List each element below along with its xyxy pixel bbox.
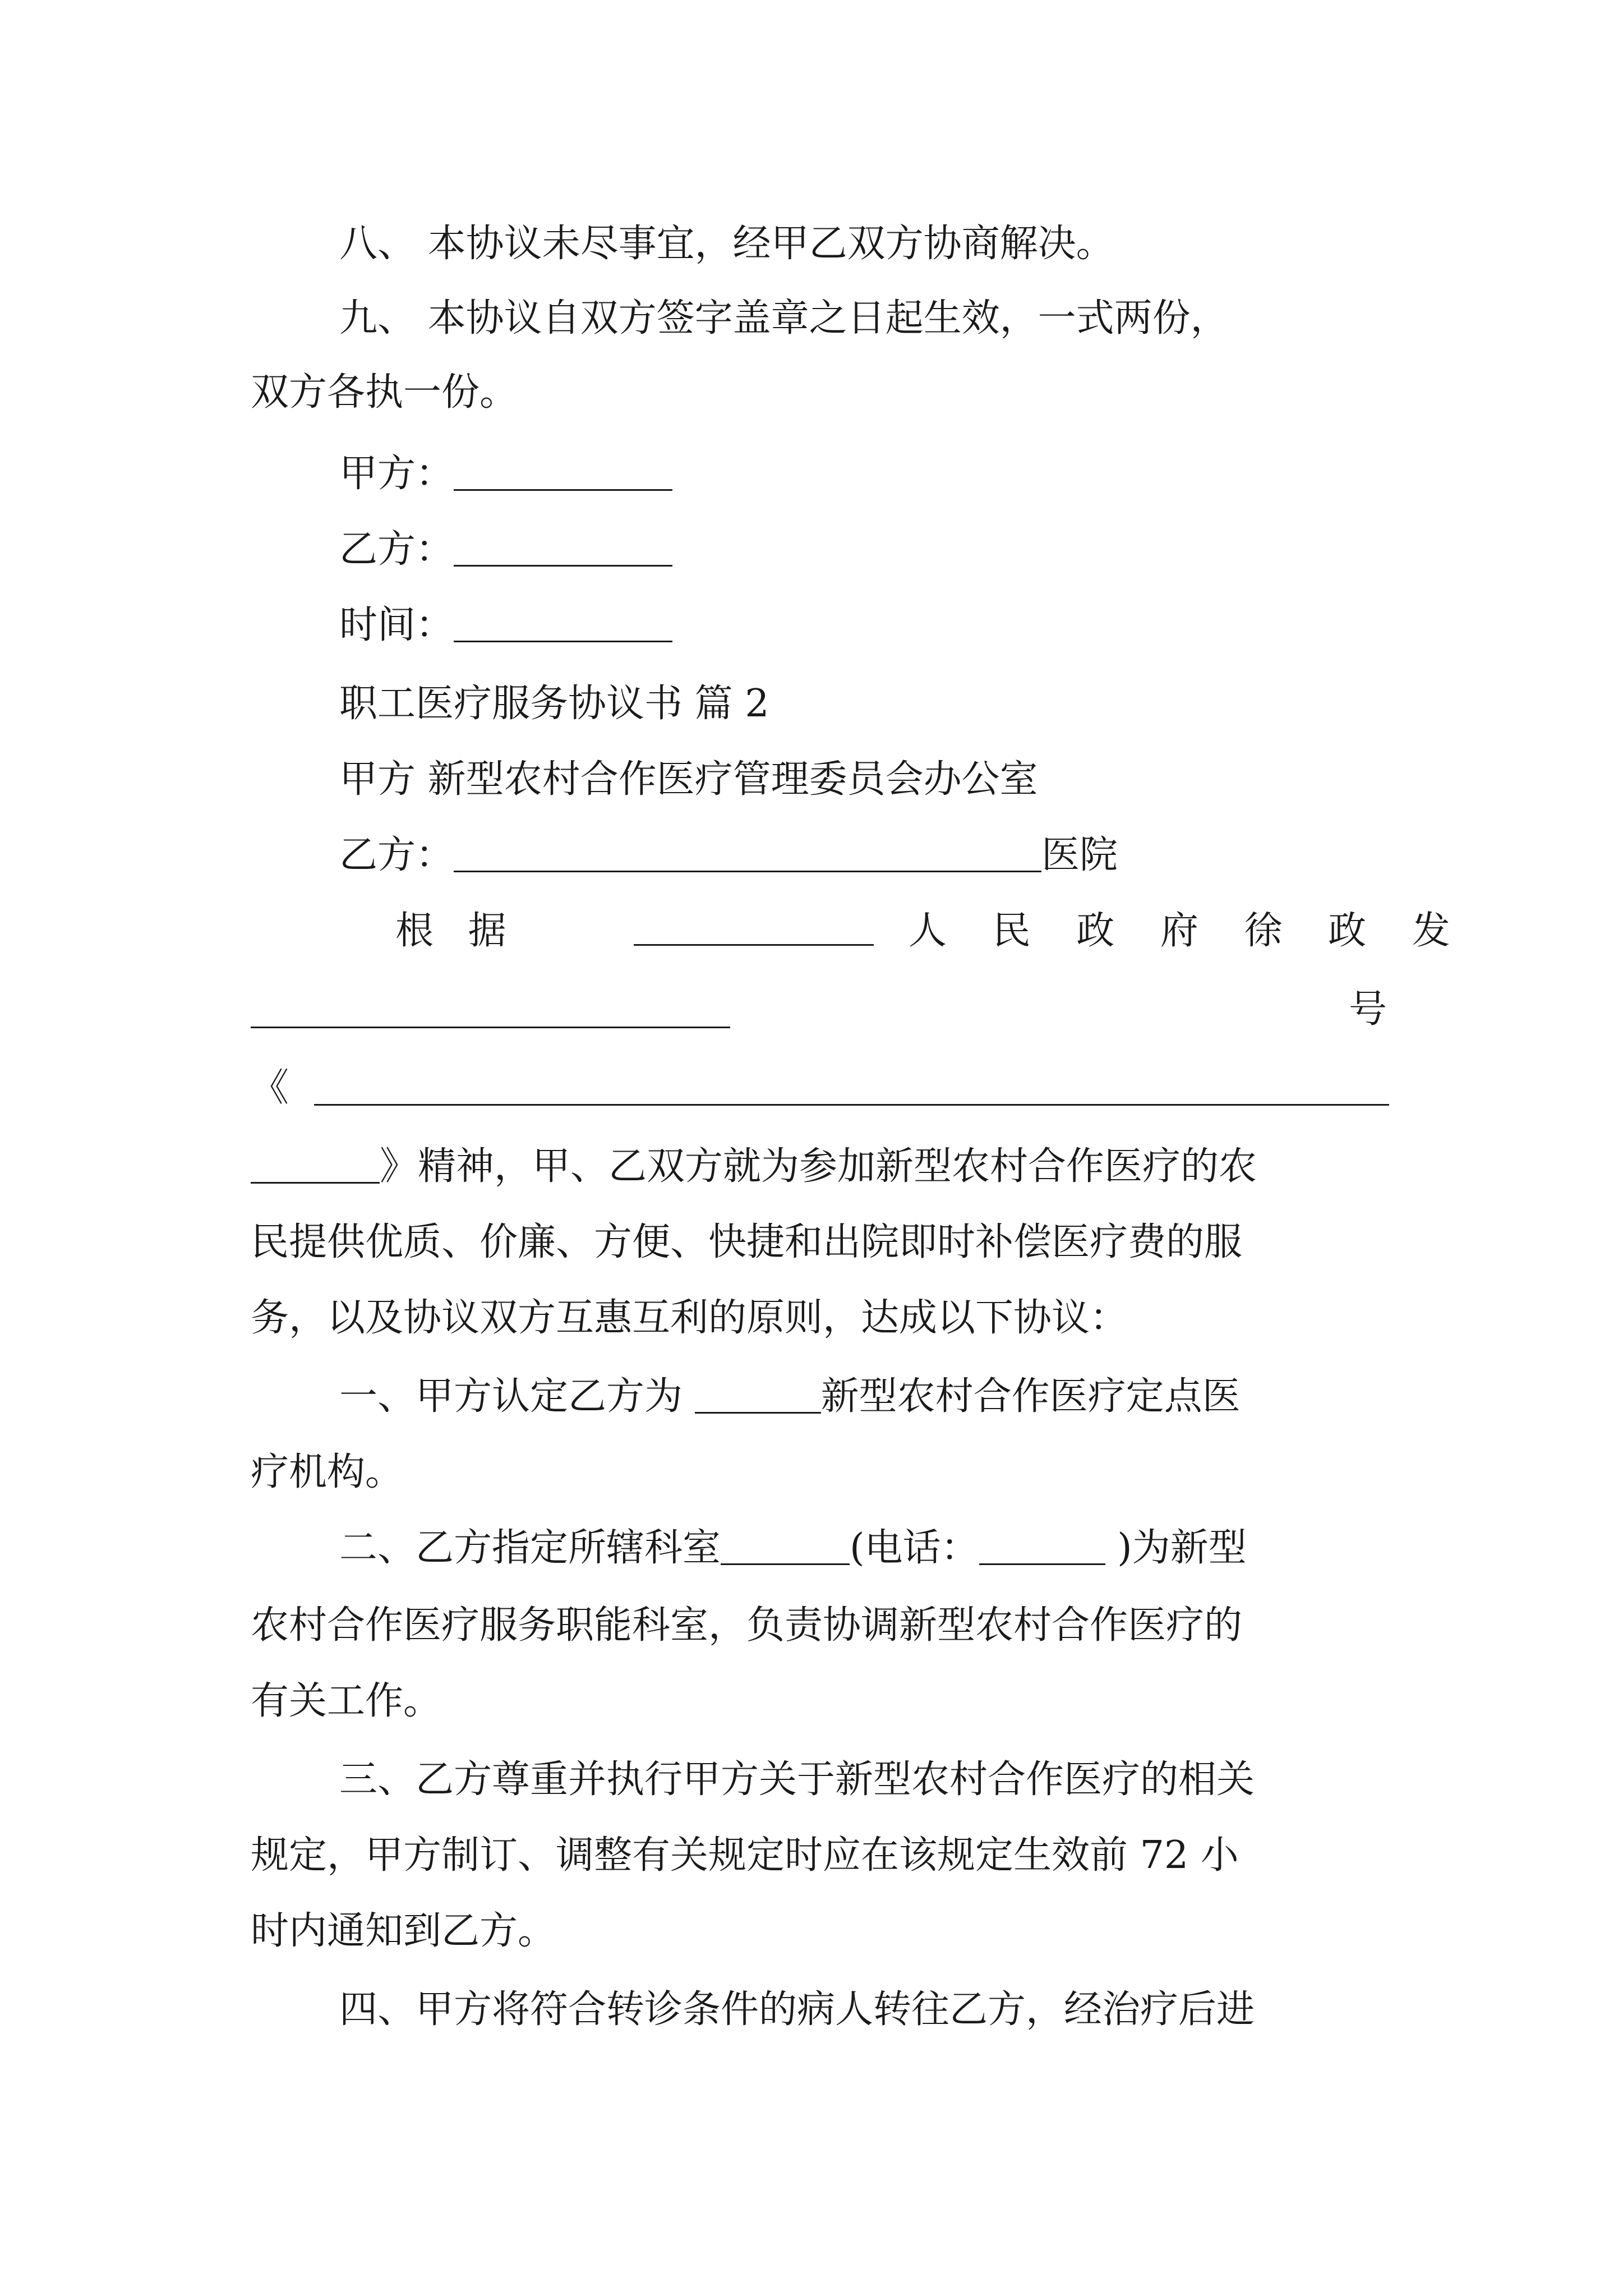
spirit-text: 》精神，甲、乙双方就为参加新型农村合作医疗的农: [380, 1144, 1257, 1189]
article-3-line-1: 三、乙方尊重并执行甲方关于新型农村合作医疗的相关: [339, 1757, 1255, 1802]
party-a-name: 甲方 新型农村合作医疗管理委员会办公室: [339, 757, 1038, 802]
number-suffix: 号: [1349, 987, 1387, 1032]
basis-blank: [634, 944, 874, 946]
article-3-line-2: 规定，甲方制订、调整有关规定时应在该规定生效前 72 小: [251, 1833, 1239, 1878]
document-title-blank-continued: [251, 1147, 380, 1184]
article-2-line: [339, 1515, 1623, 1582]
document-title-blank: [314, 1104, 1389, 1106]
article-4-line-1: 四、甲方将符合转诊条件的病人转往乙方，经治疗后进: [339, 1987, 1255, 2032]
basis-label: 根 据: [395, 909, 518, 953]
government-doc-label: 人 民 政 府 徐 政 发: [909, 909, 1467, 953]
party-a-blank: [454, 454, 672, 491]
article-3-line-3: 时内通知到乙方。: [251, 1909, 556, 1953]
clause-9-continued: 双方各执一份。: [251, 370, 518, 415]
party-b-signature-line: [339, 516, 1623, 583]
party-b-name-blank: [454, 836, 1041, 872]
article-1-text-cont: 新型农村合作医疗定点医: [820, 1374, 1241, 1419]
date-label: 时间：: [339, 603, 454, 647]
article-2-line-3: 有关工作。: [251, 1679, 442, 1723]
article-1-text: 一、甲方认定乙方为: [339, 1374, 695, 1419]
clause-8: 八、 本协议未尽事宜，经甲乙双方协商解决。: [339, 222, 1114, 266]
article-2-line-2: 农村合作医疗服务职能科室，负责协调新型农村合作医疗的: [251, 1603, 1243, 1648]
hospital-suffix: 医院: [1041, 833, 1118, 877]
section-title: 职工医疗服务协议书 篇 2: [339, 682, 769, 726]
article-1-line: [339, 1363, 1623, 1430]
phone-label: (电话：: [850, 1526, 979, 1570]
preamble-line-3: 务，以及协议双方互惠互利的原则，达成以下协议：: [251, 1296, 1128, 1340]
article-1-blank: [695, 1377, 821, 1414]
phone-blank: [979, 1529, 1105, 1565]
date-line: [339, 592, 1623, 659]
party-b-name-label: 乙方：: [339, 833, 454, 877]
date-blank: [454, 606, 672, 642]
title-open-bracket: 《: [251, 1066, 289, 1110]
spirit-line: [251, 1133, 1623, 1200]
party-a-label: 甲方：: [339, 452, 454, 496]
party-b-label: 乙方：: [339, 527, 454, 572]
document-number-blank: [251, 1027, 730, 1028]
article-2-text: 二、乙方指定所辖科室: [339, 1526, 721, 1570]
article-2-text-cont: )为新型: [1105, 1526, 1247, 1570]
party-b-blank: [454, 530, 672, 567]
clause-9: 九、 本协议自双方签字盖章之日起生效，一式两份，: [339, 296, 1229, 341]
article-1-continued: 疗机构。: [251, 1450, 404, 1494]
party-b-name-line: [339, 822, 1623, 889]
preamble-line-2: 民提供优质、价廉、方便、快捷和出院即时补偿医疗费的服: [251, 1220, 1243, 1264]
party-a-signature-line: [339, 440, 1623, 508]
department-blank: [721, 1529, 850, 1565]
